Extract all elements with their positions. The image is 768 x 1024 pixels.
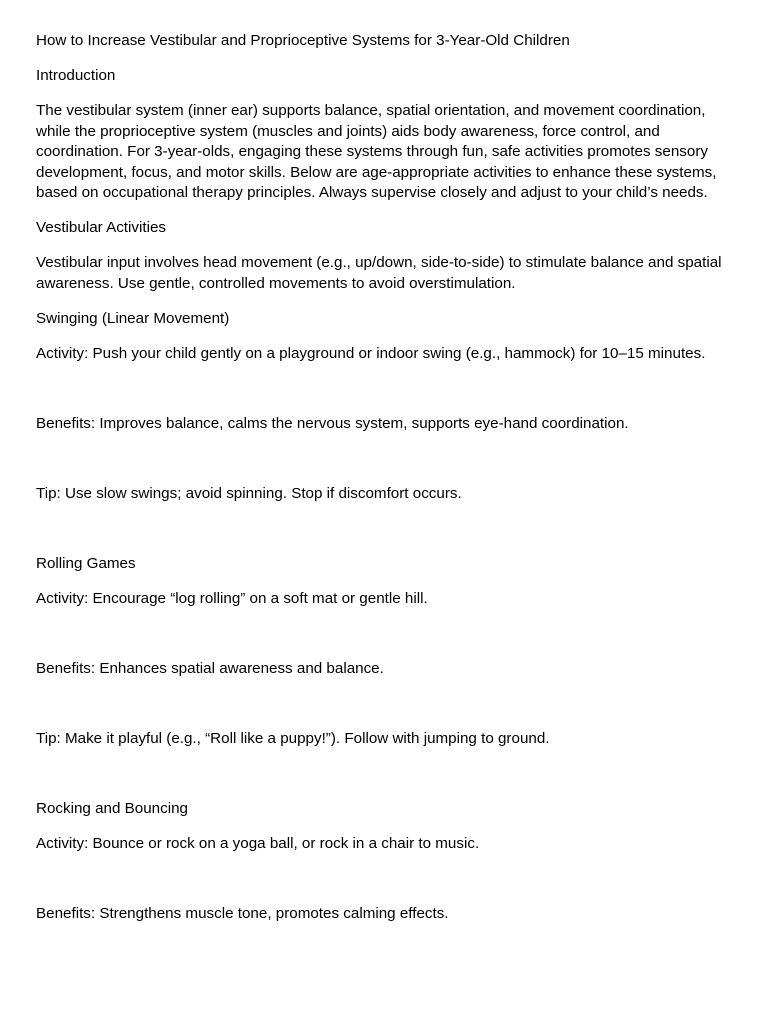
intro-paragraph: The vestibular system (inner ear) supports balance, spatial orientation, and movement coordination, while the proprioceptive system (muscles and joints) aids body awareness, force control, and coordination. For 3-year-olds, engaging these systems through fun, safe activities promotes sensory development, focus, and motor skills. Below are age-appropriate activities to enhance these systems, based on occupational therapy principles. Always supervise closely and adjust to your child’s needs. <box>36 102 717 201</box>
swinging-activity: Activity: Push your child gently on a playground or indoor swing (e.g., hammock) for 10–15 minutes. <box>36 344 706 362</box>
section-heading-rolling: Rolling Games <box>36 554 136 572</box>
swinging-benefits: Benefits: Improves balance, calms the nervous system, supports eye-hand coordination. <box>36 414 629 432</box>
swinging-tip: Tip: Use slow swings; avoid spinning. Stop if discomfort occurs. <box>36 484 462 502</box>
rocking-activity: Activity: Bounce or rock on a yoga ball, or rock in a chair to music. <box>36 834 480 852</box>
section-heading-swinging: Swinging (Linear Movement) <box>36 309 230 327</box>
rolling-benefits: Benefits: Enhances spatial awareness and balance. <box>36 659 384 677</box>
vestibular-paragraph: Vestibular input involves head movement (e.g., up/down, side-to-side) to stimulate balance and spatial awareness. Use gentle, controlled movements to avoid overstimulation. <box>36 254 722 292</box>
section-heading-rocking: Rocking and Bouncing <box>36 799 188 817</box>
rocking-benefits: Benefits: Strengthens muscle tone, promotes calming effects. <box>36 904 449 922</box>
rolling-tip: Tip: Make it playful (e.g., “Roll like a puppy!”). Follow with jumping to ground. <box>36 729 550 747</box>
document-title: How to Increase Vestibular and Proprioceptive Systems for 3-Year-Old Children <box>36 32 570 49</box>
rolling-activity: Activity: Encourage “log rolling” on a soft mat or gentle hill. <box>36 589 428 607</box>
intro-heading: Introduction <box>36 67 116 84</box>
vestibular-heading: Vestibular Activities <box>36 219 166 236</box>
